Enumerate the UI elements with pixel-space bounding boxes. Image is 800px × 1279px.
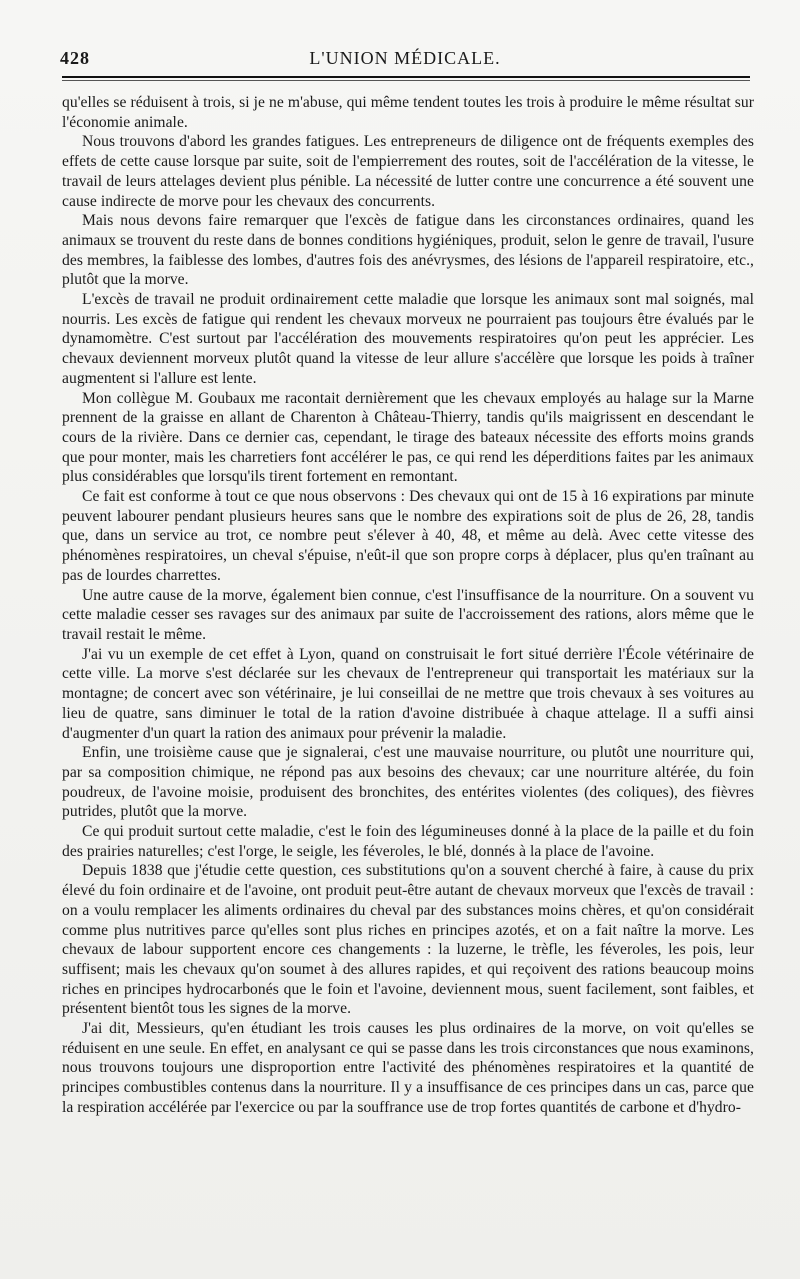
paragraph-1: qu'elles se réduisent à trois, si je ne m'abuse, qui même tendent toutes les trois à produire le même résultat sur l'économie animale. xyxy=(62,94,754,131)
page-number: 428 xyxy=(60,48,90,68)
paragraph-11: Depuis 1838 que j'étudie cette question, ces substitutions qu'on a souvent cherché à faire, à cause du prix élevé du foin ordinaire et de l'avoine, ont produit peut-être autant de chevaux morveux que l'excès de travail : on a voulu remplacer les aliments ordinaires du cheval par des substances moins chères, et qu'on considérait comme plus nutritives parce qu'elles sont plus riches en principes azotés, et on a fait naître la morve. Les chevaux de labour supportent encore ces changements : la luzerne, le trèfle, les féveroles, les pois, leur suffisent; mais les chevaux qu'on soumet à des allures rapides, et qui reçoivent des rations beaucoup moins riches en principes hydrocarbonés que le foin et l'avoine, deviennent mous, suent facilement, sont faibles, et présentent bientôt tous les signes de la morve. xyxy=(62,862,754,1018)
paragraph-6: Ce fait est conforme à tout ce que nous observons : Des chevaux qui ont de 15 à 16 expirations par minute peuvent labourer pendant plusieurs heures sans que le nombre des expirations soit de plus de 26, 28, tandis que, dans un service au trot, ce nombre peut s'élever à 40, 48, et même au delà. Avec cette vitesse des phénomènes respiratoires, un cheval s'épuise, n'eût-il que son propre corps à déplacer, plus qu'en traînant au pas de lourdes charrettes. xyxy=(62,488,754,584)
header-rule-thin xyxy=(62,80,750,81)
paragraph-3: Mais nous devons faire remarquer que l'excès de fatigue dans les circonstances ordinaires, quand les animaux se trouvent du reste dans de bonnes conditions hygiéniques, produit, selon le genre de travail, l'usure des membres, la faiblesse des lombes, d'autres fois des anévrysmes, des lésions de l'appareil respiratoire, etc., plutôt que la morve. xyxy=(62,212,754,289)
running-title: L'UNION MÉDICALE. xyxy=(309,48,501,68)
header-rule-thick xyxy=(62,76,750,78)
page-header xyxy=(60,44,750,74)
paragraph-8: J'ai vu un exemple de cet effet à Lyon, quand on construisait le fort situé derrière l'École vétérinaire de cette ville. La morve s'est déclarée sur les chevaux de l'entrepreneur qui transportait les matériaux sur la montagne; de concert avec son vétérinaire, je lui conseillai de ne mettre que trois chevaux à ses voitures au lieu de quatre, sans diminuer le total de la ration d'avoine distribuée à chaque attelage. Il a suffi ainsi d'augmenter d'un quart la ration des animaux pour prévenir la maladie. xyxy=(62,645,754,742)
paragraph-2: Nous trouvons d'abord les grandes fatigues. Les entrepreneurs de diligence ont de fréquents exemples des effets de cette cause lorsque par suite, soit de l'empierrement des routes, soit de l'accélération de la vitesse, le travail de leurs attelages devient plus pénible. La nécessité de lutter contre une concurrence a été souvent une cause indirecte de morve pour les chevaux des concurrents. xyxy=(62,133,754,210)
paragraph-10: Ce qui produit surtout cette maladie, c'est le foin des légumineuses donné à la place de la paille et du foin des prairies naturelles; c'est l'orge, le seigle, les féveroles, le blé, donnés à la place de l'avoine. xyxy=(62,823,754,860)
paragraph-7: Une autre cause de la morve, également bien connue, c'est l'insuffisance de la nourriture. On a souvent vu cette maladie cesser ses ravages sur des animaux par suite de l'accroissement des rations, alors même que le travail restait le même. xyxy=(62,586,754,643)
paragraph-9: Enfin, une troisième cause que je signalerai, c'est une mauvaise nourriture, ou plutôt une nourriture qui, par sa composition chimique, ne répond pas aux besoins des chevaux; car une nourriture altérée, du foin poudreux, de l'avoine moisie, produisent des bronchites, des entérites violentes (des coliques), des fièvres putrides, plutôt que la morve. xyxy=(62,744,754,821)
body-text xyxy=(62,93,754,1118)
paragraph-5: Mon collègue M. Goubaux me racontait dernièrement que les chevaux employés au halage sur la Marne prennent de la graisse en allant de Charenton à Château-Thierry, tandis qu'ils maigrissent en descendant le cours de la rivière. Dans ce dernier cas, cependant, le tirage des bateaux nécessite des efforts moins grands que pour monter, mais les charretiers font accélérer le pas, ce qui rend les déperditions faites par les animaux plus considérables que lorsqu'ils tirent fortement en remontant. xyxy=(62,389,754,486)
paragraph-4: L'excès de travail ne produit ordinairement cette maladie que lorsque les animaux sont mal soignés, mal nourris. Les excès de fatigue qui rendent les chevaux morveux ne pourraient pas toujours être évalués par le dynamomètre. C'est surtout par l'accélération des mouvements respiratoires qu'on peut les apprécier. Les chevaux deviennent morveux plutôt quand la vitesse de leur allure s'accélère que lorsque les poids à traîner augmentent si l'allure est lente. xyxy=(62,291,754,387)
paragraph-12: J'ai dit, Messieurs, qu'en étudiant les trois causes les plus ordinaires de la morve, on voit qu'elles se réduisent en une seule. En effet, en analysant ce qui se passe dans les trois circonstances que nous examinons, nous trouvons toujours une disproportion entre l'activité des phénomènes respiratoires et la quantité de principes combustibles contenus dans la nourriture. Il y a insuffisance de ces principes dans un cas, parce que la respiration accélérée par l'exercice ou par la souffrance use de trop fortes quantités de carbone et d'hydro- xyxy=(62,1020,754,1116)
